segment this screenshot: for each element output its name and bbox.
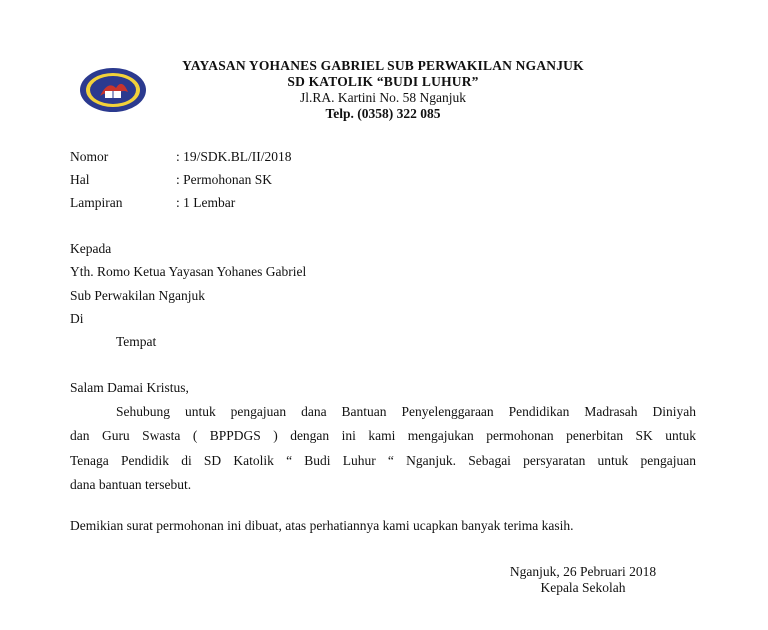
letterhead [150,58,616,122]
paragraph-line: Sehubung untuk pengajuan dana Bantuan Penyelenggaraan Pendidikan Madrasah Diniyah [116,404,696,419]
meta-value-lampiran: : 1 Lembar [176,195,236,210]
closing-sentence: Demikian surat permohonan ini dibuat, atas perhatiannya kami ucapkan banyak terima kasih. [70,518,574,533]
recipient-line2: Sub Perwakilan Nganjuk [70,288,205,303]
recipient-di: Di [70,311,84,326]
body-paragraph [70,400,696,497]
paragraph-line: dan Guru Swasta ( BPPDGS ) dengan ini kami mengajukan permohonan penerbitan SK untuk [70,428,696,444]
school-name: SD KATOLIK “BUDI LUHUR” [287,74,479,89]
school-address: Jl.RA. Kartini No. 58 Nganjuk [299,90,467,105]
paragraph-line: Tenaga Pendidik di SD Katolik “ Budi Luhur “ Nganjuk. Sebagai persyaratan untuk pengajuan [70,452,696,468]
meta-label-hal: Hal [70,172,90,187]
recipient-kepada: Kepada [70,241,112,256]
paragraph-line: dana bantuan tersebut. [70,476,192,492]
recipient-line1: Yth. Romo Ketua Yayasan Yohanes Gabriel [70,264,307,279]
foundation-name: YAYASAN YOHANES GABRIEL SUB PERWAKILAN NGANJUK [182,58,584,73]
greeting: Salam Damai Kristus, [70,380,189,395]
signature-title: Kepala Sekolah [540,580,626,595]
meta-label-nomor: Nomor [70,149,109,164]
meta-value-nomor: : 19/SDK.BL/II/2018 [176,149,292,164]
meta-value-hal: : Permohonan SK [176,172,272,187]
recipient-tempat: Tempat [116,334,157,349]
signature-place-date: Nganjuk, 26 Pebruari 2018 [509,564,657,579]
meta-label-lampiran: Lampiran [70,195,123,210]
school-logo [78,66,148,114]
school-phone: Telp. (0358) 322 085 [325,106,441,121]
